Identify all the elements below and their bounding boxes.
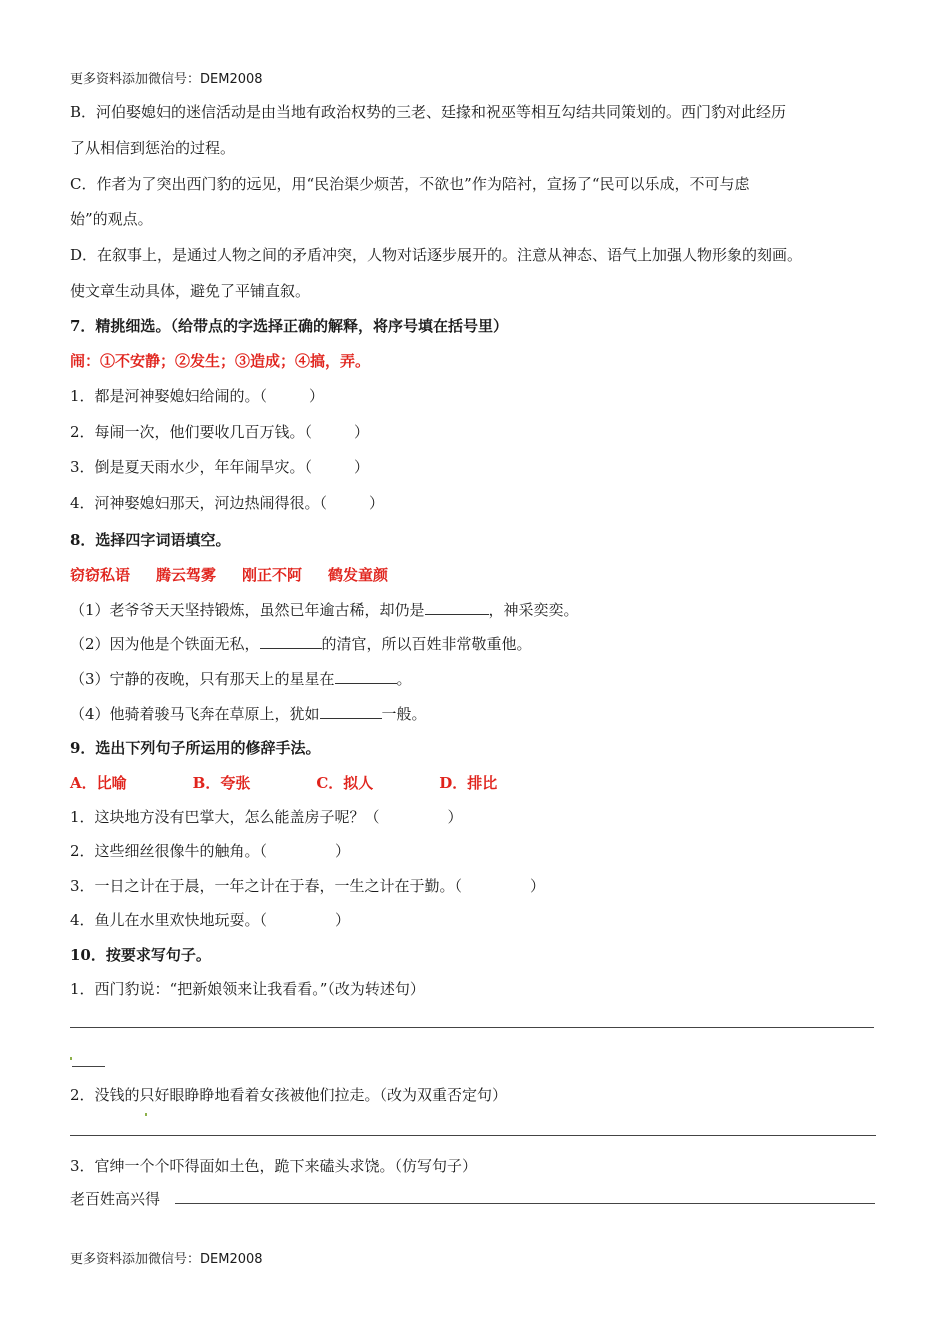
q6-option-c-line2: 始”的观点。 <box>70 210 153 228</box>
q8-word-2: 腾云驾雾 <box>156 566 217 584</box>
q9-options <box>70 773 497 793</box>
mark-dot <box>145 1113 147 1116</box>
fill-blank[interactable] <box>260 634 322 649</box>
answer-line-2[interactable] <box>70 1135 876 1136</box>
q10-sentence-2: 2．没钱的只好眼睁睁地看着女孩被他们拉走。（改为双重否定句） <box>70 1086 508 1104</box>
q8-word-3: 刚正不阿 <box>242 566 303 584</box>
q9-item-1: 1．这块地方没有巴掌大，怎么能盖房子呢？（ ） <box>70 808 463 826</box>
q8-item-1: （1）老爷爷天天坚持锻炼，虽然已年逾古稀，却仍是 ，神采奕奕。 <box>70 601 579 619</box>
q10-sentence-3: 3．官绅一个个吓得面如土色，跪下来磕头求饶。（仿写句子） <box>70 1157 478 1175</box>
q6-option-d-line2: 使文章生动具体，避免了平铺直叙。 <box>70 282 311 300</box>
q6-option-d-line1: D．在叙事上，是通过人物之间的矛盾冲突，人物对话逐步展开的。注意从神态、语气上加强人物形象的刻画。 <box>70 246 803 264</box>
page-footer: 更多资料添加微信号：DEM2008 <box>70 1252 263 1267</box>
answer-line-3[interactable] <box>175 1203 875 1204</box>
mark-dot <box>70 1057 72 1060</box>
q10-title: 10．按要求写句子。 <box>70 946 211 964</box>
fill-blank[interactable] <box>425 600 489 615</box>
q8-word-bank <box>70 565 388 585</box>
q6-option-c-line1: C．作者为了突出西门豹的远见，用“民治渠少烦苦，不欲也”作为陪衬，宣扬了“民可以乐成，不可与虑 <box>70 175 750 193</box>
q7-item-3: 3．倒是夏天雨水少，年年闹旱灾。（ ） <box>70 458 370 476</box>
q8-word-1: 窃窃私语 <box>70 566 131 584</box>
page-header: 更多资料添加微信号：DEM2008 <box>70 72 263 87</box>
q8-title: 8．选择四字词语填空。 <box>70 531 231 549</box>
q7-title: 7．精挑细选。（给带点的字选择正确的解释，将序号填在括号里） <box>70 317 508 335</box>
q9-option-a: A．比喻 <box>70 774 127 792</box>
q9-title: 9．选出下列句子所运用的修辞手法。 <box>70 739 321 757</box>
q7-options: 闹：①不安静；②发生；③造成；④搞，弄。 <box>70 352 371 370</box>
q9-option-c: C．拟人 <box>316 774 374 792</box>
q7-item-2: 2．每闹一次，他们要收几百万钱。（ ） <box>70 423 370 441</box>
fill-blank[interactable] <box>335 669 397 684</box>
q8-word-4: 鹤发童颜 <box>328 566 389 584</box>
q9-item-3: 3．一日之计在于晨，一年之计在于春，一生之计在于勤。（ ） <box>70 877 546 895</box>
answer-line-1[interactable] <box>70 1027 874 1028</box>
q6-option-b-line2: 了从相信到惩治的过程。 <box>70 139 236 157</box>
q8-item-2: （2）因为他是个铁面无私， 的清官，所以百姓非常敬重他。 <box>70 635 532 653</box>
q9-item-4: 4．鱼儿在水里欢快地玩耍。（ ） <box>70 911 351 929</box>
q10-prompt-3: 老百姓高兴得 <box>70 1190 161 1208</box>
fill-blank[interactable] <box>320 704 382 719</box>
q9-item-2: 2．这些细丝很像牛的触角。（ ） <box>70 842 351 860</box>
q10-sentence-1: 1．西门豹说：“把新娘领来让我看看。”（改为转述句） <box>70 980 425 998</box>
q6-option-b-line1: B．河伯娶媳妇的迷信活动是由当地有政治权势的三老、廷掾和祝巫等相互勾结共同策划的。西门豹对此经历 <box>70 103 787 121</box>
q8-item-3: （3）宁静的夜晚，只有那天上的星星在 。 <box>70 670 412 688</box>
q9-option-d: D．排比 <box>439 774 498 792</box>
q7-item-4: 4．河神娶媳妇那天，河边热闹得很。（ ） <box>70 494 385 512</box>
q9-option-b: B．夸张 <box>192 774 251 792</box>
q7-item-1: 1．都是河神娶媳妇给闹的。（ ） <box>70 387 325 405</box>
q8-item-4: （4）他骑着骏马飞奔在草原上，犹如 一般。 <box>70 705 427 723</box>
answer-line-1-tail[interactable] <box>72 1066 105 1067</box>
